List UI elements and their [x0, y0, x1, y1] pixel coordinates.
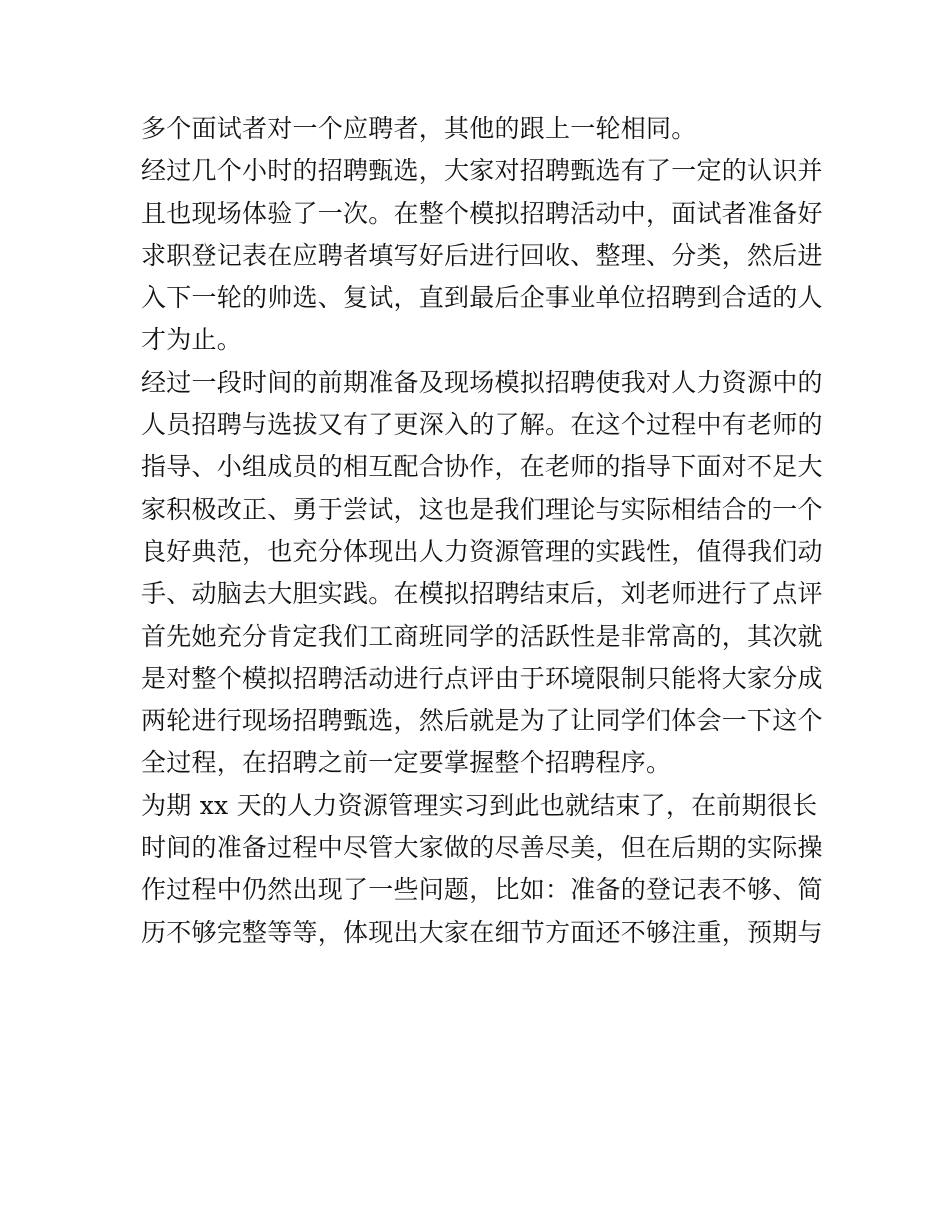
- text-line: 求职登记表在应聘者填写好后进行回收、整理、分类，然后进: [141, 240, 823, 270]
- text-line: 历不够完整等等，体现出大家在细节方面还不够注重，预期与: [141, 917, 823, 947]
- text-line: 两轮进行现场招聘甄选，然后就是为了让同学们体会一下这个: [141, 706, 823, 736]
- text-line: 才为止。: [141, 325, 243, 355]
- text-line: 全过程，在招聘之前一定要掌握整个招聘程序。: [141, 748, 672, 778]
- text-line: 且也现场体验了一次。在整个模拟招聘活动中，面试者准备好: [141, 198, 823, 228]
- text-line: 时间的准备过程中尽管大家做的尽善尽美，但在后期的实际操: [141, 833, 823, 863]
- text-line: 入下一轮的帅选、复试，直到最后企事业单位招聘到合适的人: [141, 283, 823, 313]
- text-line: 良好典范，也充分体现出人力资源管理的实践性，值得我们动: [141, 536, 823, 566]
- text-line: 家积极改正、勇于尝试，这也是我们理论与实际相结合的一个: [141, 494, 823, 524]
- document-body: [141, 108, 821, 954]
- text-line: 作过程中仍然出现了一些问题，比如：准备的登记表不够、简: [141, 875, 823, 905]
- text-line: 人员招聘与选拔又有了更深入的了解。在这个过程中有老师的: [141, 410, 823, 440]
- text-line: 为期 xx 天的人力资源管理实习到此也就结束了，在前期很长: [141, 790, 818, 820]
- text-line: 指导、小组成员的相互配合协作，在老师的指导下面对不足大: [141, 452, 823, 482]
- text-line: 经过一段时间的前期准备及现场模拟招聘使我对人力资源中的: [141, 367, 823, 397]
- text-line: 首先她充分肯定我们工商班同学的活跃性是非常高的，其次就: [141, 621, 823, 651]
- text-line: 是对整个模拟招聘活动进行点评由于环境限制只能将大家分成: [141, 663, 823, 693]
- text-line: 经过几个小时的招聘甄选，大家对招聘甄选有了一定的认识并: [141, 156, 823, 186]
- text-line: 手、动脑去大胆实践。在模拟招聘结束后，刘老师进行了点评: [141, 579, 823, 609]
- text-line: 多个面试者对一个应聘者，其他的跟上一轮相同。: [141, 114, 697, 143]
